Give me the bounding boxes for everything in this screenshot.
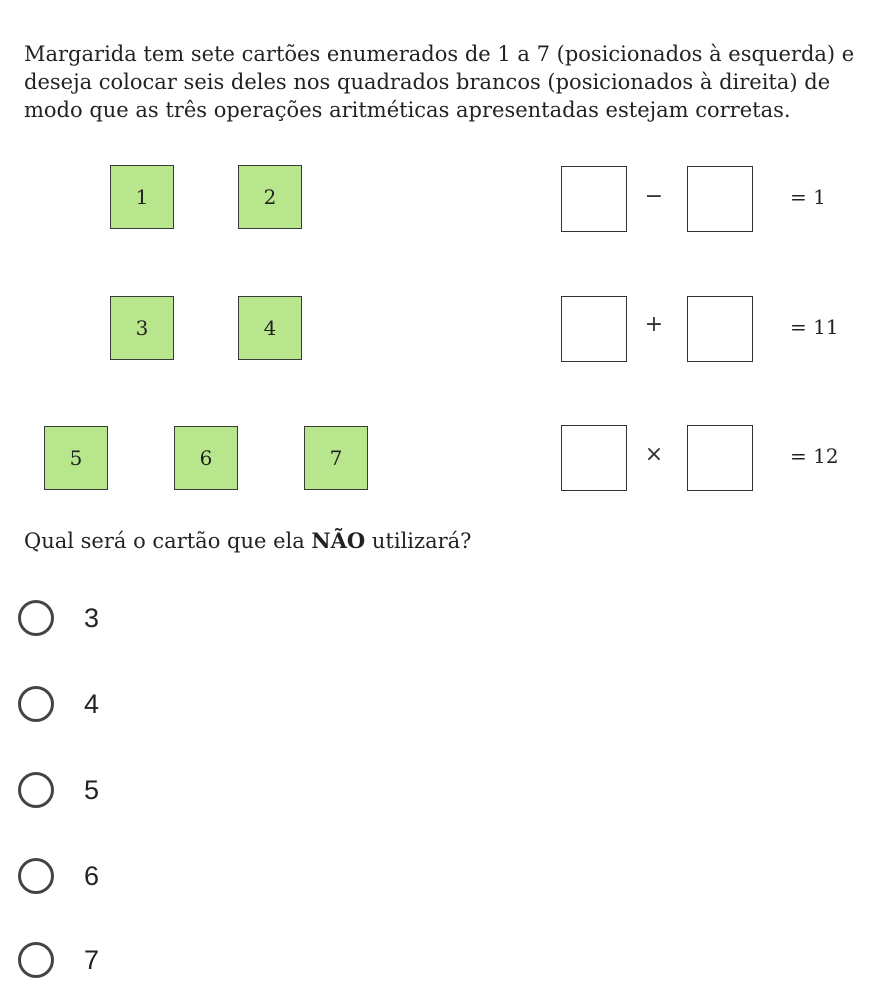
option-label: 6 bbox=[84, 860, 100, 891]
plus-operator: + bbox=[644, 312, 664, 337]
card-6: 6 bbox=[174, 426, 238, 490]
card-1: 1 bbox=[110, 165, 174, 229]
radio-button-icon[interactable] bbox=[18, 686, 54, 722]
option-5[interactable] bbox=[18, 770, 99, 810]
question-suffix: utilizará? bbox=[365, 529, 472, 553]
option-3[interactable] bbox=[18, 598, 99, 638]
equation-3-left-square bbox=[561, 425, 627, 491]
problem-statement: Margarida tem sete cartões enumerados de 1 a 7 (posicionados à esquerda) e deseja colocar seis deles nos quadrados brancos (posicionados à direita) de modo que as três operações aritméticas apresentadas estejam corretas. bbox=[24, 42, 855, 122]
radio-button-icon[interactable] bbox=[18, 858, 54, 894]
option-label: 5 bbox=[84, 774, 100, 805]
radio-button-icon[interactable] bbox=[18, 772, 54, 808]
option-7[interactable] bbox=[18, 940, 99, 980]
option-label: 4 bbox=[84, 688, 100, 719]
equation-3-right-square bbox=[687, 425, 753, 491]
equation-1-result: = 1 bbox=[790, 185, 826, 209]
minus-operator: − bbox=[644, 184, 664, 209]
radio-button-icon[interactable] bbox=[18, 942, 54, 978]
card-3: 3 bbox=[110, 296, 174, 360]
radio-button-icon[interactable] bbox=[18, 600, 54, 636]
equation-2-result: = 11 bbox=[790, 315, 839, 339]
equation-2-right-square bbox=[687, 296, 753, 362]
equation-2-left-square bbox=[561, 296, 627, 362]
option-6[interactable] bbox=[18, 856, 99, 896]
option-label: 3 bbox=[84, 602, 100, 633]
times-operator: × bbox=[644, 442, 664, 467]
equation-1-left-square bbox=[561, 166, 627, 232]
question-emphasis: NÃO bbox=[311, 528, 366, 553]
equation-3-result: = 12 bbox=[790, 444, 839, 468]
equation-1-right-square bbox=[687, 166, 753, 232]
card-4: 4 bbox=[238, 296, 302, 360]
option-4[interactable] bbox=[18, 684, 99, 724]
card-7: 7 bbox=[304, 426, 368, 490]
card-5: 5 bbox=[44, 426, 108, 490]
option-label: 7 bbox=[84, 944, 100, 975]
question-text bbox=[24, 528, 471, 553]
question-prefix: Qual será o cartão que ela bbox=[24, 529, 312, 553]
card-2: 2 bbox=[238, 165, 302, 229]
